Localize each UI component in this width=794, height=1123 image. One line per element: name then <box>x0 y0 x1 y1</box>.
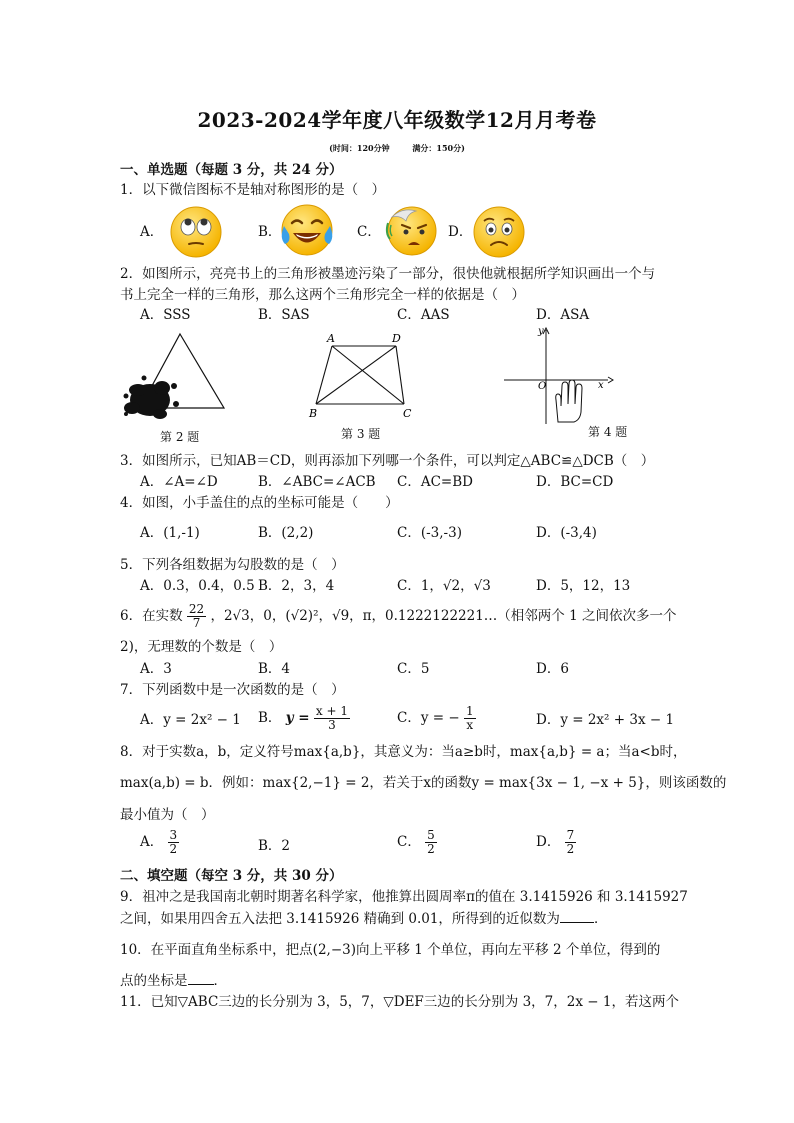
question-6-stem-line-2: 2)，无理数的个数是（ ） <box>120 639 283 655</box>
question-2-stem-line-2: 书上完全一样的三角形，那么这两个三角形完全一样的依据是（ ） <box>120 287 525 303</box>
q6-prefix: 6．在实数 <box>120 608 183 624</box>
question-1-stem: 1．以下微信图标不是轴对称图形的是（ ） <box>120 182 386 198</box>
q7-b-numerator: x + 1 <box>315 704 348 718</box>
q8-c-denominator: 2 <box>427 842 435 856</box>
time-info: (时间：120分钟 <box>329 143 390 153</box>
question-8-line-3: 最小值为（ ） <box>120 807 215 823</box>
q1-option-b-label: B． <box>258 224 282 240</box>
q6-fraction-numerator: 22 <box>188 602 205 616</box>
figure-4-coordinate-axes <box>500 322 616 426</box>
exam-title: 2023-2024学年度八年级数学12月月考卷 <box>197 108 597 132</box>
q9-line-2-text: 之间，如果用四舍五入法把 3.1415926 精确到 0.01，所得到的近似数为 <box>120 911 560 927</box>
q4-option-b: B．(2,2) <box>258 525 314 541</box>
q6-rest: ，2√3，0，(√2)²，√9，π，0.1222122221…（相邻两个 1 之间依次多一个 <box>210 608 677 624</box>
question-8-line-2: max(a,b) = b．例如：max{2,−1} = 2，若关于x的函数y = max{3x − 1, −x + 5}，则该函数的 <box>120 775 727 791</box>
score-info: 满分：150分) <box>412 143 465 153</box>
q8-option-c-label: C． <box>397 834 421 850</box>
q3-option-a: A．∠A=∠D <box>140 474 218 490</box>
q3-option-b: B．∠ABC=∠ACB <box>258 474 376 490</box>
origin-label: O <box>538 381 547 392</box>
q1-option-d-label: D． <box>448 224 473 240</box>
q9-answer-blank[interactable] <box>560 910 594 923</box>
q6-fraction <box>187 603 206 630</box>
question-6-stem-line-1 <box>120 603 676 630</box>
q7-option-a: A．y = 2x² − 1 <box>140 712 241 728</box>
dizzy-emoji-icon <box>382 203 438 257</box>
figure-4-caption: 第 4 题 <box>588 425 628 439</box>
q7-option-b-label: B． <box>258 710 282 726</box>
q5-option-a: A．0.3，0.4，0.5 <box>140 578 255 594</box>
q5-option-b: B．2，3，4 <box>258 578 335 594</box>
vertex-label-d: D <box>392 332 401 345</box>
q8-option-a-fraction <box>168 829 180 856</box>
q4-option-d: D．(-3,4) <box>536 525 597 541</box>
vertex-label-c: C <box>403 407 412 420</box>
q1-option-a-label: A． <box>140 224 164 240</box>
question-5-stem: 5．下列各组数据为勾股数的是（ ） <box>120 557 345 573</box>
rolling-eyes-emoji-icon <box>170 206 222 258</box>
hand-icon <box>556 380 582 422</box>
q1-option-c-label: C． <box>357 224 381 240</box>
q8-c-numerator: 5 <box>427 828 435 842</box>
q5-option-d: D．5，12，13 <box>536 578 631 594</box>
figure-2-ink-triangle <box>118 328 234 420</box>
vertex-label-a: A <box>327 332 335 345</box>
q4-option-a: A．(1,-1) <box>140 525 200 541</box>
q6-option-a: A．3 <box>140 661 172 677</box>
question-4-stem: 4．如图，小手盖住的点的坐标可能是（ ） <box>120 495 399 511</box>
q5-option-c: C．1，√2，√3 <box>397 578 491 594</box>
q7-option-b <box>258 705 350 732</box>
q2-option-b: B．SAS <box>258 307 310 323</box>
q8-a-numerator: 3 <box>169 828 178 842</box>
q2-option-d: D．ASA <box>536 307 590 323</box>
q6-fraction-denominator: 7 <box>192 616 201 630</box>
q7-c-denominator: x <box>466 718 474 732</box>
q7-option-d: D．y = 2x² + 3x − 1 <box>536 712 675 728</box>
q8-a-denominator: 2 <box>169 842 178 856</box>
q2-option-c: C．AAS <box>397 307 450 323</box>
q8-d-numerator: 7 <box>566 828 575 842</box>
q8-option-b: B．2 <box>258 838 291 854</box>
ink-blot-shape <box>124 376 180 420</box>
vertex-label-b: B <box>309 407 318 420</box>
q4-option-c: C．(-3,-3) <box>397 525 462 541</box>
q10-answer-blank[interactable] <box>188 972 214 985</box>
q9-line-2-end: ． <box>593 911 608 927</box>
figure-2-caption: 第 2 题 <box>160 430 200 444</box>
worried-emoji-icon <box>472 205 526 259</box>
figure-3-trapezoid <box>306 332 418 424</box>
axis-label-x: x <box>598 380 604 391</box>
q7-option-b-fraction <box>314 705 350 732</box>
q8-option-c-fraction <box>425 829 437 856</box>
question-2-stem-line-1: 2．如图所示，亮亮书上的三角形被墨迹污染了一部分，很快他就根据所学知识画出一个与 <box>120 266 656 282</box>
q8-option-a-label: A． <box>140 834 164 850</box>
q7-b-denominator: 3 <box>328 718 336 732</box>
tears-of-joy-emoji-icon <box>279 204 335 258</box>
q8-d-denominator: 2 <box>566 842 575 856</box>
q6-option-d: D．6 <box>536 661 569 677</box>
q3-option-c: C．AC=BD <box>397 474 473 490</box>
question-11-line-1: 11．已知▽ABC三边的长分别为 3，5，7，▽DEF三边的长分别为 3，7，2x − 1，若这两个 <box>120 994 679 1010</box>
q6-option-c: C．5 <box>397 661 430 677</box>
q6-option-b: B．4 <box>258 661 291 677</box>
question-9-line-1: 9．祖冲之是我国南北朝时期著名科学家，他推算出圆周率π的值在 3.1415926 和 3.1415927 <box>120 889 688 905</box>
q7-option-b-prefix: y = <box>285 710 310 726</box>
question-10-line-1: 10．在平面直角坐标系中，把点(2,−3)向上平移 1 个单位，再向左平移 2 个单位，得到的 <box>120 942 661 958</box>
q8-option-d-label: D． <box>536 834 561 850</box>
q3-option-d: D．BC=CD <box>536 474 614 490</box>
q7-option-c <box>397 705 476 732</box>
q10-line-2-end: ． <box>213 973 227 989</box>
section-heading-fill-blank: 二、填空题（每空 3 分，共 30 分） <box>120 868 343 884</box>
q10-line-2-text: 点的坐标是 <box>120 973 188 989</box>
section-heading-single-choice: 一、单选题（每题 3 分，共 24 分） <box>120 162 343 178</box>
question-7-stem: 7．下列函数中是一次函数的是（ ） <box>120 682 345 698</box>
question-3-stem: 3．如图所示，已知AB＝CD，则再添加下列哪一个条件，可以判定△ABC≌△DCB（ ） <box>120 453 655 469</box>
axis-label-y: y <box>538 326 544 337</box>
q8-option-a <box>140 829 179 856</box>
q2-option-a: A．SSS <box>140 307 191 323</box>
q7-option-c-label: C．y = − <box>397 710 460 726</box>
q8-option-d-fraction <box>565 829 577 856</box>
question-8-line-1: 8．对于实数a，b，定义符号max{a,b}，其意义为：当a≥b时，max{a,b} = a；当a<b时， <box>120 744 687 760</box>
q8-option-c <box>397 829 437 856</box>
question-9-line-2 <box>120 910 607 928</box>
q8-option-d <box>536 829 576 856</box>
question-10-line-2 <box>120 972 227 990</box>
figure-3-caption: 第 3 题 <box>341 427 381 441</box>
exam-subtitle <box>0 143 794 154</box>
q7-c-numerator: 1 <box>465 704 474 718</box>
q7-option-c-fraction <box>464 705 476 732</box>
